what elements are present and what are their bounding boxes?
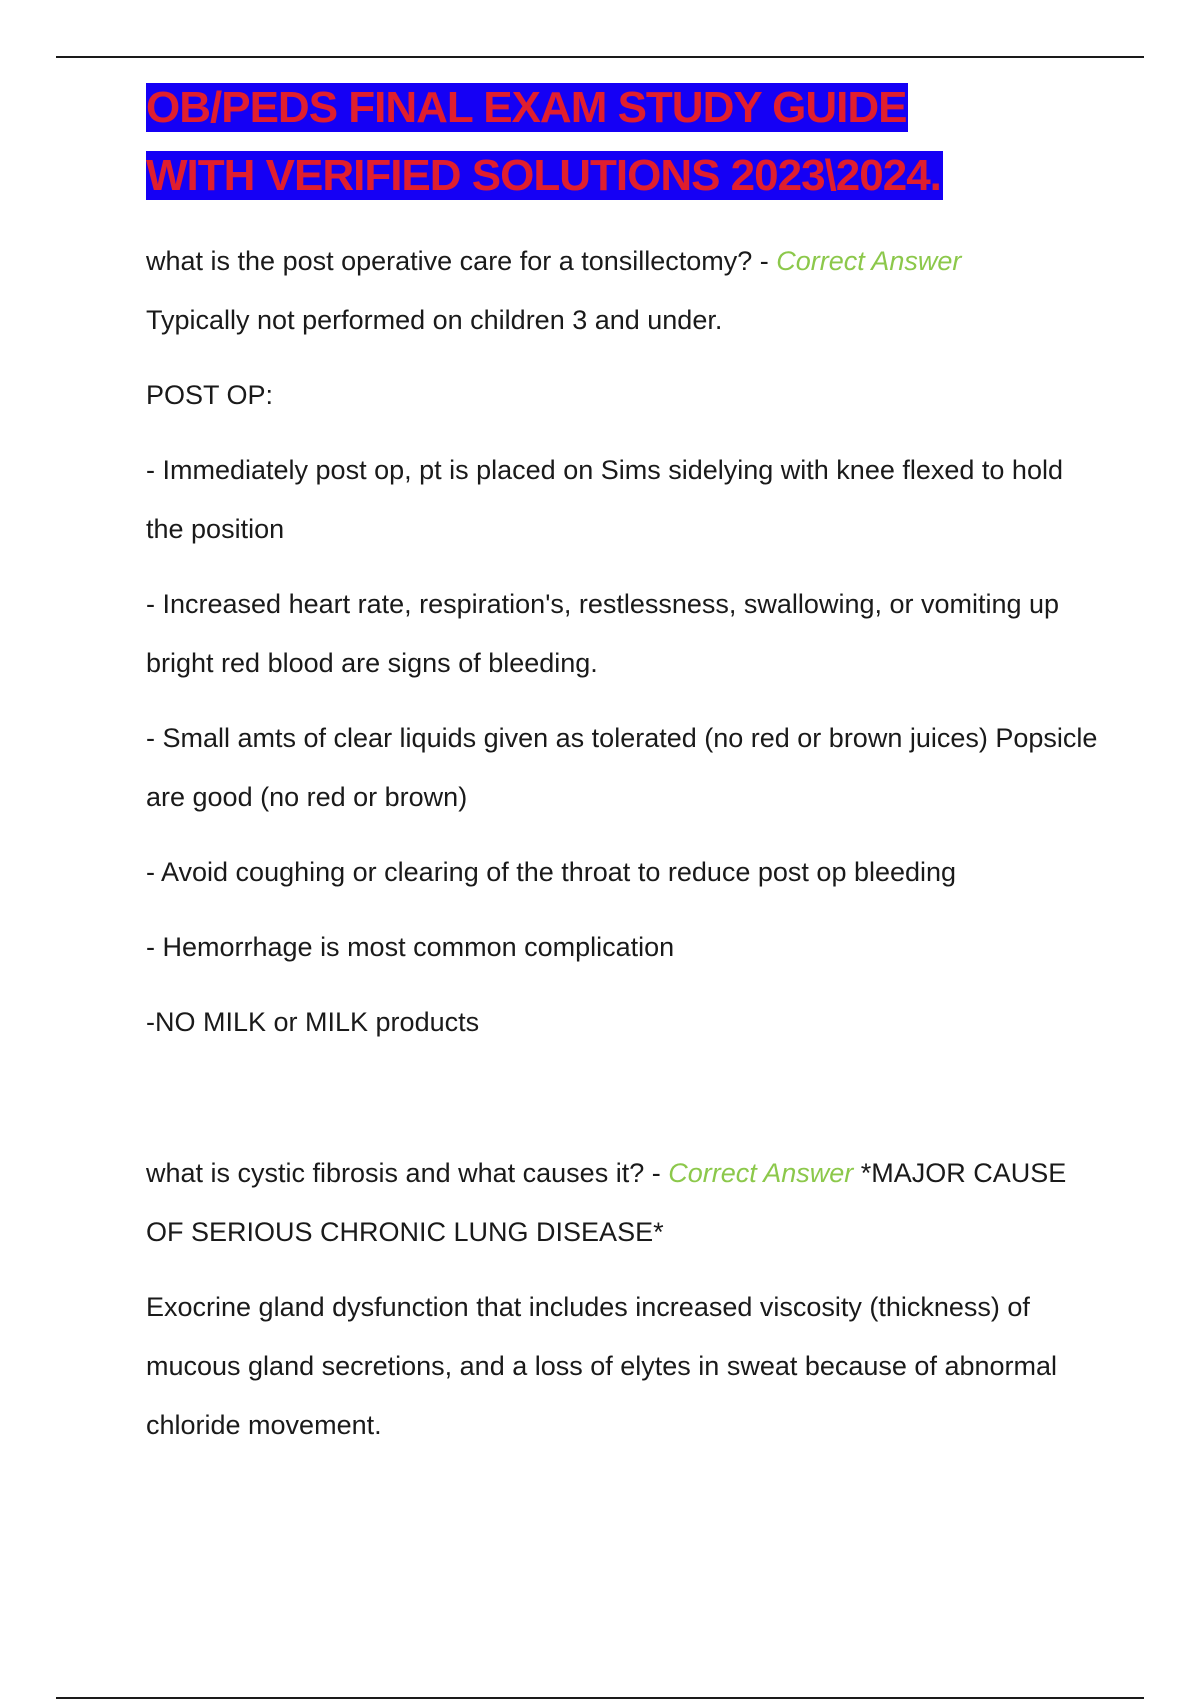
title-line-2: WITH VERIFIED SOLUTIONS 2023\2024. [146,151,941,200]
title-line-1: OB/PEDS FINAL EXAM STUDY GUIDE [146,83,907,132]
section-spacer [146,1068,1106,1144]
answer-1-item: - Immediately post op, pt is placed on Sims sidelying with knee flexed to hold the position [146,455,1063,544]
correct-answer-label: Correct Answer [776,246,962,276]
bottom-page-rule [56,1697,1144,1699]
document-body [146,232,1106,1471]
question-1-text: what is the post operative care for a tonsillectomy? - [146,246,777,276]
question-1 [146,232,1106,350]
answer-1-item: - Increased heart rate, respiration's, restlessness, swallowing, or vomiting up bright red blood are signs of bleeding. [146,589,1060,678]
answer-1-item: - Avoid coughing or clearing of the throat to reduce post op bleeding [146,857,957,887]
correct-answer-label: Correct Answer [668,1158,854,1188]
top-page-rule [56,56,1144,58]
answer-1-item: -NO MILK or MILK products [146,1007,480,1037]
answer-2-start: *MAJOR CAUSE OF SERIOUS CHRONIC LUNG DISEASE* [146,1158,1067,1247]
answer-1-post-op-heading: POST OP: [146,380,274,410]
question-2-text: what is cystic fibrosis and what causes it? - [146,1158,669,1188]
document-title [146,74,1146,210]
answer-1-item: - Small amts of clear liquids given as tolerated (no red or brown juices) Popsicle are good (no red or brown) [146,723,1098,812]
answer-2-body: Exocrine gland dysfunction that includes increased viscosity (thickness) of mucous gland secretions, and a loss of elytes in sweat because of abnormal chloride movement. [146,1292,1058,1440]
answer-1-item: - Hemorrhage is most common complication [146,932,675,962]
answer-1-line-1: Typically not performed on children 3 and under. [146,305,723,335]
question-2 [146,1144,1106,1262]
